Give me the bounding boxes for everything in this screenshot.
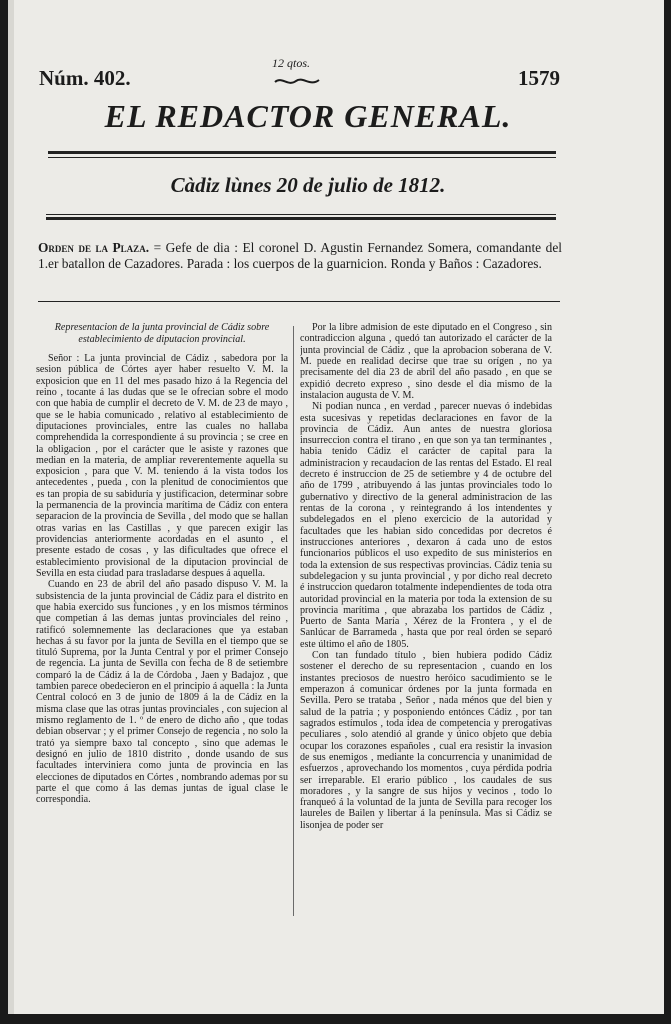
- left-paragraph: Cuando en 23 de abril del año pasado dispuso V. M. la subsistencia de la junta provincial de Cádiz para el distrito en que habia exercido sus funciones , y en los mismos términos que competian á las demas juntas provinciales del reino , ratificó solemnemente las declaraciones que ya estaban hechas á su favor por la junta de Sevilla en el tiempo que se tituló Suprema, por la Junta Central y por el primer Consejo de regencia. La junta de Sevilla con fecha de 8 de setiembre comparó la de Cádiz á la de Córdoba , Jaen y Badajoz , que tambien parece obedecieron en el principio á aquella : la Junta Central colocó en 3 de junio de 1809 á la de Cádiz en la misma clase que las otras juntas provinciales , con sujecion al mismo reglamento de 1. º de enero de dicho año , que todas debian observar ; y el primer Consejo de regencia , no solo la trató ya siempre baxo tal concepto , sino que ademas le designó en julio de 1810 distrito , donde usando de sus facultades interviniera como junta de provincia en las elecciones de diputados en Córtes , nombrando ademas por su parte el que como á las demas juntas de igual clase le correspondia.: [36, 579, 288, 806]
- column-divider: [293, 326, 294, 916]
- title-rule-thin: [48, 157, 556, 158]
- article-heading: Representacion de la junta provincial de Cádiz sobre establecimiento de diputacion provincial.: [54, 322, 270, 345]
- right-paragraph: Ni podian nunca , en verdad , parecer nuevas ó indebidas esta sucesivas y repetidas declaraciones en favor de la provincia de Cádiz. Aun antes de nuestra gloriosa insurreccion contra el tirano , en que son ya tan terminantes , habia tenido Cádiz el carácter de capital para la administracion y recaudacion de las rentas del Estado. El real decreto é instruccion de 25 de setiembre y 4 de octubre del año de 1799 , atribuyendo á las juntas provinciales todo lo gubernativo y directivo de la general administracion de las rentas de la corona , y reintegrando á los intendentes y subdelegados en el pleno exercicio de la autoridad y facultades que les habian sido concedidas por decretos é instrucciones anteriores , dexaron á cada uno de estos funcionarios públicos el uso expedito de sus ministerios en toda la extension de sus respectivas provincias. Cádiz tenia su subdelegacion y su junta provincial , y por dicho real decreto é instruccion quedaron totalmente independientes de toda otra autoridad provincial en la materia por toda la extension de su provincia marítima , que abrazaba los partidos de Cádiz , Puerto de Santa María , Xérez de la Frontera , y el de Sanlúcar de Barrameda , hasta que por real órden se separó este último el año de 1805.: [300, 401, 552, 650]
- date-line: Càdiz lùnes 20 de julio de 1812.: [170, 173, 446, 197]
- section-rule: [38, 301, 560, 302]
- issue-number: Núm. 402.: [39, 66, 131, 90]
- right-paragraph: Con tan fundado título , bien hubiera podido Cádiz sostener el derecho de su representacion , cuando en los instantes preciosos de nuestro heróico sacudimiento se le emperazon á comunicar órdenes por la junta formada en Sevilla. Pero se trataba , Señor , nada ménos que del bien y salud de la patria ; y posponiendo entónces Cádiz , por tan sagrados estímulos , toda idea de competencia y prerogativas peculiares , solo atendió al grande y único objeto que debia ocupar los corazones españoles , cual era resistir la invasion de sus enemigos , mediante la concurrencia y unanimidad de esfuerzos , aprovechando los momentos , cuya pérdida podria ser irreparable. El erario público , los caudales de sus moradores , y la sangre de sus hijos y vecinos , todo lo franqueó á la voluntad de la junta de Sevilla para recoger los laureles de Bailen y libertar á la península. Mas si Cádiz se lisonjea de poder ser: [300, 650, 552, 831]
- newspaper-title: EL REDACTOR GENERAL.: [104, 98, 512, 134]
- page-number: 1579: [518, 66, 560, 90]
- orden-de-la-plaza: [38, 240, 562, 271]
- newspaper-page: [8, 0, 664, 1014]
- orden-label: Orden de la Plaza.: [38, 240, 150, 255]
- handwritten-note: 12 qtos.: [272, 56, 311, 70]
- article-column-right: [300, 322, 552, 920]
- left-paragraph: Señor : La junta provincial de Cádiz , sabedora por la sesion pública de Córtes ayer haber resuelto V. M. la exposicion que en 11 del mes pasado hizo á la Regencia del reino , tocante á las dudas que se le ofrecian sobre el modo con que habia de cumplir el decreto de V. M. de 23 de mayo , que se le habia comunicado , relativo al establecimiento de diputaciones provinciales, entre las cuales no hallaba comprehendida la correspondiente á su provincia ; se cree en la obligacion , por el carácter que le asiste y razones que median en la materia, de ampliar reverentemente aquella su exposicion , para que V. M. teniendo á la vista todos los antecedentes , pueda , con la plenitud de conocimientos que es tan propia de su sabiduría y justificacion, determinar sobre la permanencia de la provincia marítima de Cádiz con entera separacion de la provincia de Sevilla , del modo que se hallan otras varias en las Castillas , y que parecen exigir las providencias anteriormente acordadas en el asunto , el presente estado de cosas , y las dificultades que ofrece el establecimiento provisional de la diputacion provincial de Sevilla en esta ciudad para trasladarse despues á aquella.: [36, 353, 288, 579]
- page-spine-shadow: [8, 0, 14, 1014]
- date-rule-thick: [46, 217, 556, 220]
- orden-text: = Gefe de dia : El coronel D. Agustin Fernandez Somera, comandante del 1.er batallon de Cazadores. Parada : los cuerpos de la guarnicion. Ronda y Baños : Cazadores.: [38, 240, 562, 271]
- flourish-icon: [272, 73, 322, 89]
- right-paragraph: Por la libre admision de este diputado en el Congreso , sin contradiccion alguna , quedó tan autorizado el carácter de la junta provincial de Cádiz , que la aprobacion soberana de V. M. puede en realidad decirse que trae su orígen , no ya precisamente del dia 23 de abril del año pasado , en que se expidió decreto expreso , sino desde el dia mismo de la instalacion augusta de V. M.: [300, 322, 552, 401]
- date-rule-thin: [46, 214, 556, 215]
- article-column-left: [36, 322, 288, 920]
- title-rule-thick: [48, 151, 556, 154]
